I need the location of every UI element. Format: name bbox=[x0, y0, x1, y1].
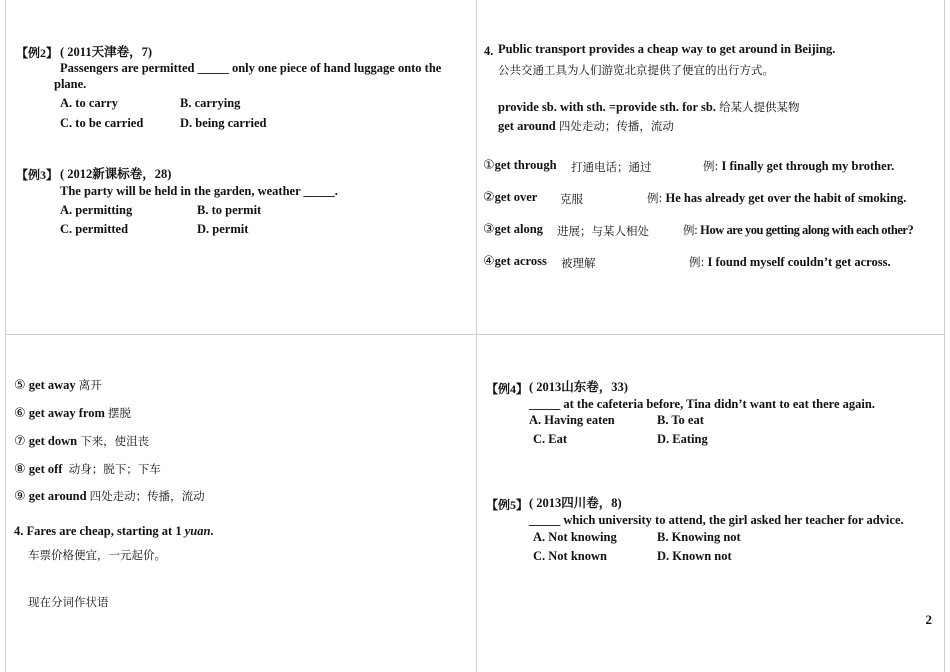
example-label: 例: bbox=[703, 159, 719, 173]
phrase-row-8 bbox=[14, 461, 161, 477]
getaround-phrase-line bbox=[498, 118, 674, 134]
ex3-option-b: B. to permit bbox=[197, 203, 262, 217]
phrase-row-3 bbox=[483, 222, 543, 237]
example-label: 例: bbox=[683, 223, 698, 237]
grammar-note: 现在分词作状语 bbox=[28, 595, 109, 609]
q4-bottom-chinese: 车票价格便宜，一元起价。 bbox=[28, 548, 166, 562]
ex3-tag: 【例3】 bbox=[16, 168, 59, 182]
q4-bottom-english-main: 4. Fares are cheap, starting at 1 bbox=[14, 524, 185, 538]
ex5-stem: _____ which university to attend, the girl asked her teacher for advice. bbox=[529, 513, 904, 527]
phrase-example bbox=[683, 222, 913, 238]
phrase-meaning: 克服 bbox=[560, 192, 583, 206]
ex5-option-c: C. Not known bbox=[533, 549, 607, 563]
page-frame bbox=[5, 0, 945, 672]
ex3-source: ( 2012新课标卷，28) bbox=[60, 167, 172, 181]
vertical-divider bbox=[476, 0, 477, 672]
phrase-meaning: 进展；与某人相处 bbox=[557, 224, 649, 238]
ex4-option-c: C. Eat bbox=[533, 432, 568, 446]
example-text: How are you getting along with each other? bbox=[700, 223, 914, 237]
ex2-option-b: B. carrying bbox=[180, 96, 241, 110]
ex4-tag: 【例4】 bbox=[486, 382, 529, 396]
ex5-option-b: B. Knowing not bbox=[657, 530, 741, 544]
provide-phrase-line bbox=[498, 99, 800, 115]
phrase-english: get away from bbox=[28, 406, 105, 420]
phrase-row-4 bbox=[483, 254, 547, 269]
provide-phrase-english: provide sb. with sth. =provide sth. for sb. bbox=[498, 100, 716, 114]
phrase-english: get across bbox=[494, 254, 547, 268]
q4-top-number: 4. bbox=[484, 44, 494, 58]
ex2-stem-line1: Passengers are permitted _____ only one piece of hand luggage onto the bbox=[60, 61, 442, 75]
phrase-meaning: 四处走动；传播，流动 bbox=[89, 489, 205, 503]
phrase-english: get around bbox=[28, 489, 87, 503]
ex2-source: ( 2011天津卷，7) bbox=[60, 45, 153, 59]
q4-bottom-italic-word: yuan bbox=[184, 524, 211, 538]
ex4-option-d: D. Eating bbox=[657, 432, 708, 446]
phrase-meaning: 动身；脱下；下车 bbox=[68, 462, 161, 476]
ex3-stem: The party will be held in the garden, weather _____. bbox=[60, 184, 338, 198]
phrase-row-6 bbox=[14, 405, 131, 421]
phrase-meaning: 离开 bbox=[78, 378, 102, 392]
phrase-english: get off bbox=[28, 462, 63, 476]
example-text: He has already get over the habit of smoking. bbox=[665, 191, 907, 205]
ex4-option-b: B. To eat bbox=[657, 413, 704, 427]
phrase-number: ④ bbox=[483, 254, 495, 269]
phrase-english: get over bbox=[494, 190, 538, 204]
ex2-tag: 【例2】 bbox=[16, 46, 59, 60]
phrase-number: ⑧ bbox=[14, 462, 26, 477]
phrase-row-9 bbox=[14, 488, 205, 504]
phrase-row-1 bbox=[483, 158, 557, 173]
phrase-row-5 bbox=[14, 377, 102, 393]
phrase-english: get away bbox=[28, 378, 76, 392]
phrase-meaning: 摆脱 bbox=[108, 406, 132, 420]
ex2-option-a: A. to carry bbox=[60, 96, 118, 110]
phrase-english: get through bbox=[494, 158, 557, 172]
ex2-option-c: C. to be carried bbox=[60, 116, 144, 130]
q4-bottom-period: . bbox=[210, 524, 214, 538]
q4-top-chinese: 公共交通工具为人们游览北京提供了便宜的出行方式。 bbox=[498, 63, 774, 77]
phrase-example bbox=[689, 254, 891, 270]
example-label: 例: bbox=[647, 191, 663, 205]
phrase-english: get along bbox=[494, 222, 543, 236]
example-text: I finally get through my brother. bbox=[721, 159, 895, 173]
ex5-option-a: A. Not knowing bbox=[533, 530, 617, 544]
page-number: 2 bbox=[925, 612, 932, 627]
ex5-tag: 【例5】 bbox=[486, 498, 529, 512]
ex3-option-a: A. permitting bbox=[60, 203, 133, 217]
provide-phrase-chinese: 给某人提供某物 bbox=[719, 100, 800, 114]
ex4-source: ( 2013山东卷，33) bbox=[529, 380, 628, 394]
getaround-phrase-chinese: 四处走动；传播，流动 bbox=[558, 119, 674, 133]
ex5-source: ( 2013四川卷，8) bbox=[529, 496, 622, 510]
getaround-phrase-english: get around bbox=[498, 119, 556, 133]
ex5-option-d: D. Known not bbox=[657, 549, 732, 563]
phrase-example bbox=[647, 190, 906, 206]
ex3-option-c: C. permitted bbox=[60, 222, 129, 236]
horizontal-divider bbox=[5, 334, 945, 335]
phrase-number: ⑨ bbox=[14, 489, 26, 504]
phrase-english: get down bbox=[28, 434, 78, 448]
q4-top-english: Public transport provides a cheap way to get around in Beijing. bbox=[498, 42, 836, 56]
phrase-meaning: 被理解 bbox=[561, 256, 596, 270]
phrase-meaning: 下来，使沮丧 bbox=[80, 434, 150, 448]
ex4-option-a: A. Having eaten bbox=[529, 413, 615, 427]
example-label: 例: bbox=[689, 255, 705, 269]
phrase-row-7 bbox=[14, 433, 149, 449]
phrase-meaning: 打通电话；通过 bbox=[571, 160, 652, 174]
phrase-row-2 bbox=[483, 190, 537, 205]
ex2-stem-line2: plane. bbox=[54, 77, 87, 91]
phrase-number: ⑦ bbox=[14, 434, 26, 449]
phrase-number: ① bbox=[483, 158, 495, 173]
ex4-stem: _____ at the cafeteria before, Tina didn’t want to eat there again. bbox=[529, 397, 875, 411]
phrase-number: ⑥ bbox=[14, 406, 26, 421]
phrase-number: ③ bbox=[483, 222, 495, 237]
phrase-number: ⑤ bbox=[14, 378, 26, 393]
ex2-option-d: D. being carried bbox=[180, 116, 267, 130]
phrase-number: ② bbox=[483, 190, 495, 205]
phrase-example bbox=[703, 158, 894, 174]
example-text: I found myself couldn’t get across. bbox=[707, 255, 891, 269]
q4-bottom-english bbox=[14, 524, 214, 539]
ex3-option-d: D. permit bbox=[197, 222, 249, 236]
